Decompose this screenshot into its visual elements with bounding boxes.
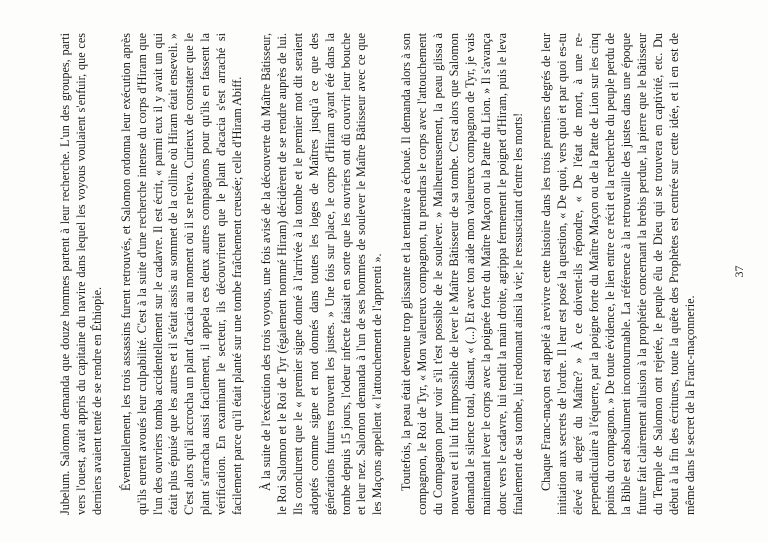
paragraph-2: Éventuellement, les trois assassins furent retrouvés, et Salomon ordonna leur exécution après qu'ils eurent avoués leur culpabilité. C'est à la suite d'une recherche intense du corps d'Hiram que l'un des ouvriers tomba accidentellement sur le cadavre. Il est écrit, « parmi eux il y avait un qui était plus épuisé que les autres et il s'était assis au sommet de la colline où Hiram était enseveli. » C'est alors qu'il accrocha un plant d'acacia au moment où il se releva. Curieux de constater que le plant s'arracha aussi facilement, il appela ces deux autres compagnons pour qu'ils en fassent la vérification. En examinant le secteur, ils découvrirent que le plant d'acacia s'est arraché si facilement parce qu'il était planté sur une tombe fraîchement creusée; celle d'Hiram Abiff. [118,33,245,515]
paragraph-3: À la suite de l'exécution des trois voyous, une fois avisé de la découverte du Maître Bâtisseur, le Roi Salomon et le Roi de Tyr (également nommé Hiram) décidèrent de se rendre auprès de lui. Ils conclurent que le « premier signe donné à l'arrivée à la tombe et le premier mot dit seraient adoptés comme signe et mot donnés dans toutes les loges de Maîtres jusqu'à ce que des générations futures trouvent les justes. » Une fois sur place, le corps d'Hiram ayant été dans la tombe depuis 15 jours, l'odeur infecte faisait en sorte que les ouvriers ont dû couvrir leur bouche et leur nez. Salomon demanda à l'un de ses hommes de soulever le Maître Bâtisseur avec ce que les Maçons appellent « l'attouchement de l'apprenti ». [258,33,385,515]
paragraph-4: Toutefois, la peau était devenue trop glissante et la tentative a échoué. Il demanda alors à son compagnon, le Roi de Tyr, « Mon valeureux compagnon, tu prendras le corps avec l'attouchement du Compagnon pour voir s'il t'est possible de le soulever. » Malheureusement, la peau glissa à nouveau et il lui fut impossible de lever le Maître Bâtisseur de sa tombe. C'est alors que Salomon demanda le silence total, disant, « (...) Et avec ton aide mon valeureux compagnon de Tyr, je vais maintenant lever le corps avec la poignée forte du Maître Maçon ou la Patte du Lion. » Il s'avança donc vers le cadavre, lui tendit la main droite, agrippa fermement le poignet d'Hiram, puis le leva finalement de sa tombe, lui redonnant ainsi la vie; le ressuscitant d'entre les morts! [399,33,525,515]
paragraph-1: Jubelum. Salomon demanda que douze hommes partent à leur recherche. L'un des groupes, parti vers l'ouest, avait appris du capitaine du navire dans lequel les voyous voulaient s'enfuir, que ces derniers avaient tenté de se rendre en Éthiopie. [58,33,104,515]
page-number: 37 [732,265,746,278]
paragraph-5: Chaque Franc-maçon est appelé à revivre cette histoire dans les trois premiers degrés de leur initiation aux secrets de l'ordre. Il leur est posé la question, « De quoi, vers quoi et par quoi es-tu élevé au degré du Maître? » À ce doivent-ils répondre, « De l'état de mort, à une re-perpendiculaire à l'équerre, par la poigne forte du Maître Maçon ou de la Patte de Lion sur les cinq points du compagnon. » De toute évidence, le lien entre ce récit et la recherche du peuple perdu de la Bible est absolument incontournable. La référence à la retrouvaille des justes dans une époque future fait clairement allusion à la prophétie concernant la brebis perdue, la pierre que le bâtisseur du Temple de Salomon ont rejetée, le peuple élu de Dieu qui se trouvera en captivité, etc. Du début à la fin des écritures, toute la quête des Prophètes est centrée sur cette idée, et il en est de même dans le secret de la Franc-maçonnerie. [539,33,697,515]
page-text [58,33,708,515]
